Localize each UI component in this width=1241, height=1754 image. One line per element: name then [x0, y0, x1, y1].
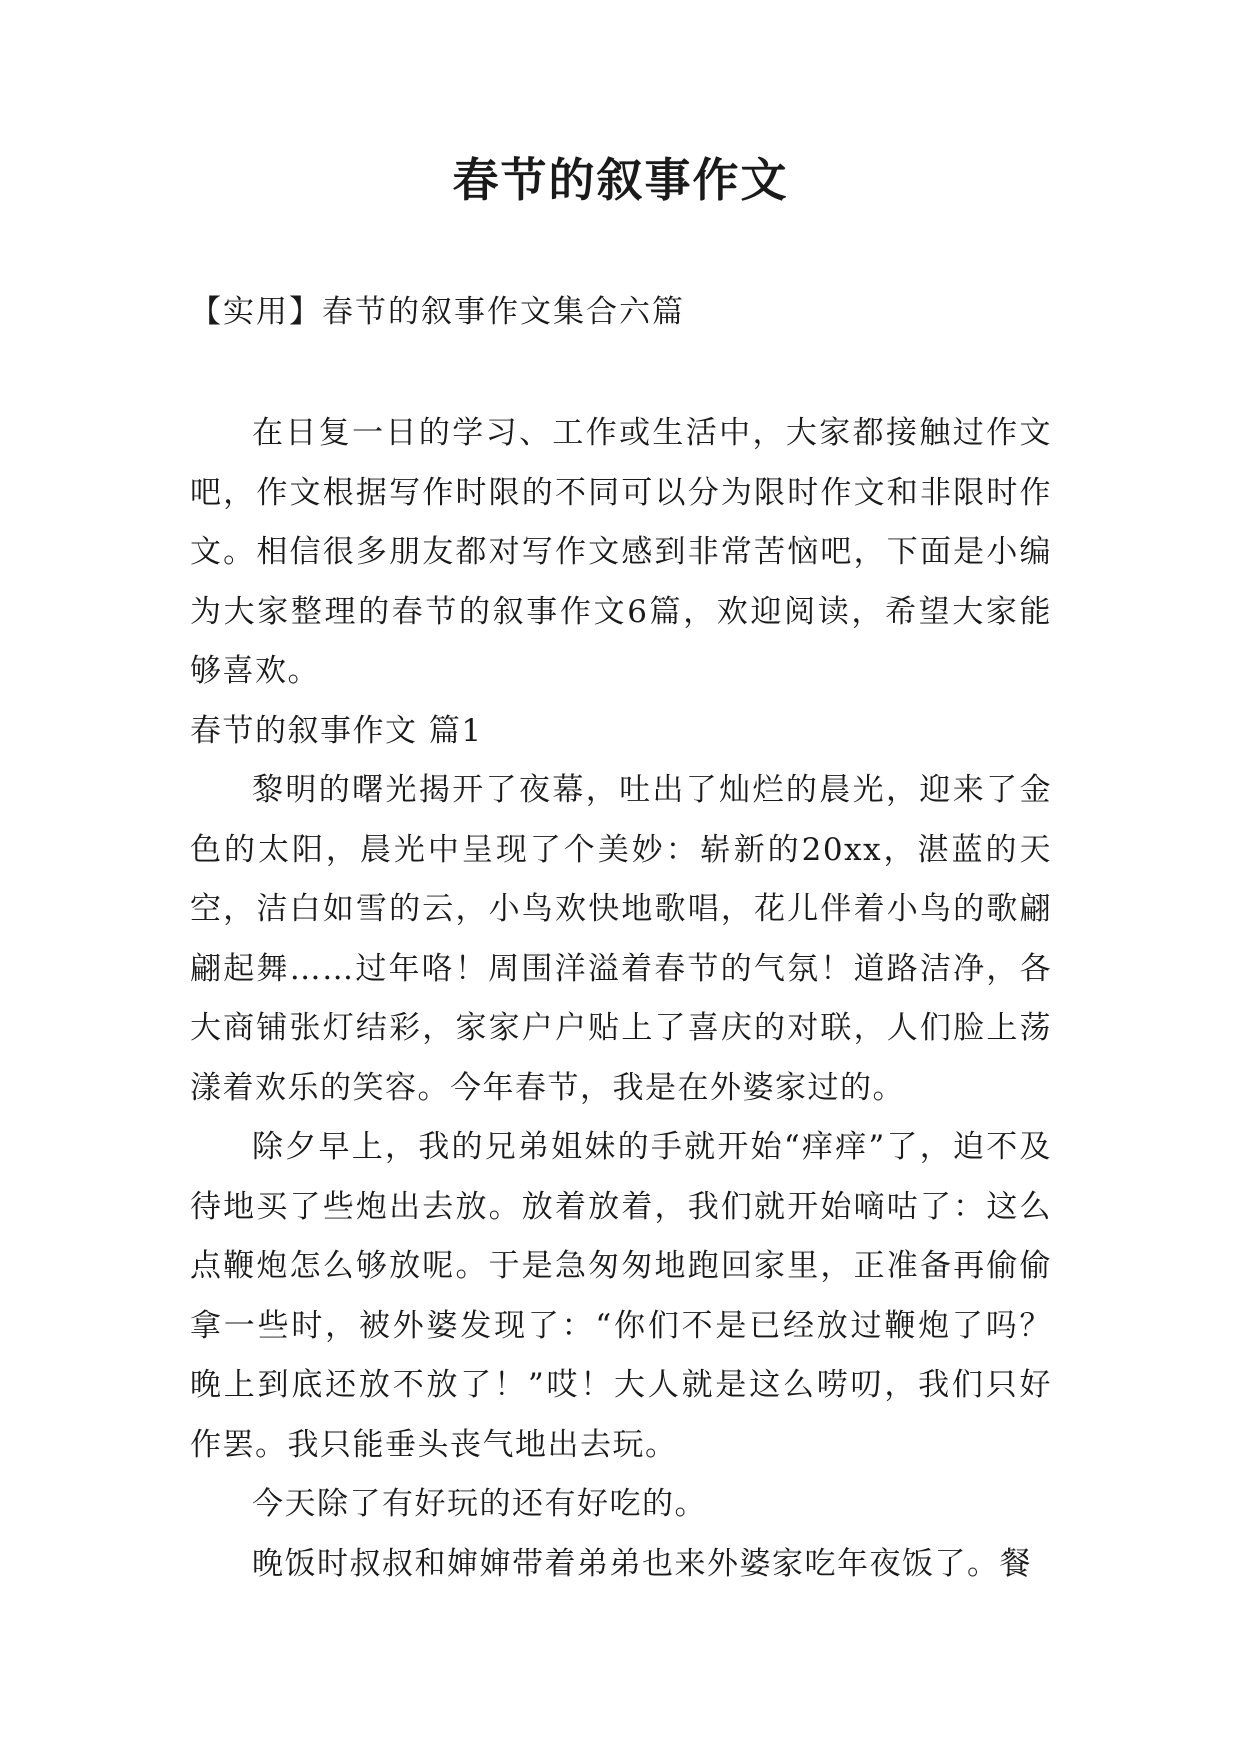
- body-paragraph: 今天除了有好玩的还有好吃的。: [252, 1486, 707, 1522]
- intro-paragraph: 在日复一日的学习、工作或生活中，大家都接触过作文吧，作文根据写作时限的不同可以分为限时作文和非限时作文。相信很多朋友都对写作文感到非常苦恼吧，下面是小编为大家整理的春节的叙事作文6篇，欢迎阅读，希望大家能够喜欢。: [190, 415, 1052, 689]
- body-paragraph: 晚饭时叔叔和婶婶带着弟弟也来外婆家吃年夜饭了。餐: [252, 1545, 1032, 1582]
- document-subtitle: 【实用】春节的叙事作文集合六篇: [190, 294, 685, 330]
- body-paragraph: 黎明的曙光揭开了夜幕，吐出了灿烂的晨光，迎来了金色的太阳，晨光中呈现了个美妙：崭新的20xx，湛蓝的天空，洁白如雪的云，小鸟欢快地歌唱，花儿伴着小鸟的歌翩翩起舞……过年咯！周围洋溢着春节的气氛！道路洁净，各大商铺张灯结彩，家家户户贴上了喜庆的对联，人们脸上荡漾着欢乐的笑容。今年春节，我是在外婆家过的。: [190, 772, 1052, 1106]
- document-title: 春节的叙事作文: [452, 153, 789, 207]
- section-heading: 春节的叙事作文 篇1: [190, 712, 483, 749]
- body-paragraph: 除夕早上，我的兄弟姐妹的手就开始“痒痒”了，迫不及待地买了些炮出去放。放着放着，我们就开始嘀咕了：这么点鞭炮怎么够放呢。于是急匆匆地跑回家里，正准备再偷偷拿一些时，被外婆发现了：“你们不是已经放过鞭炮了吗？晚上到底还放不放了！”哎！大人就是这么唠叨，我们只好作罢。我只能垂头丧气地出去玩。: [190, 1129, 1052, 1463]
- document-body: [190, 404, 1052, 1594]
